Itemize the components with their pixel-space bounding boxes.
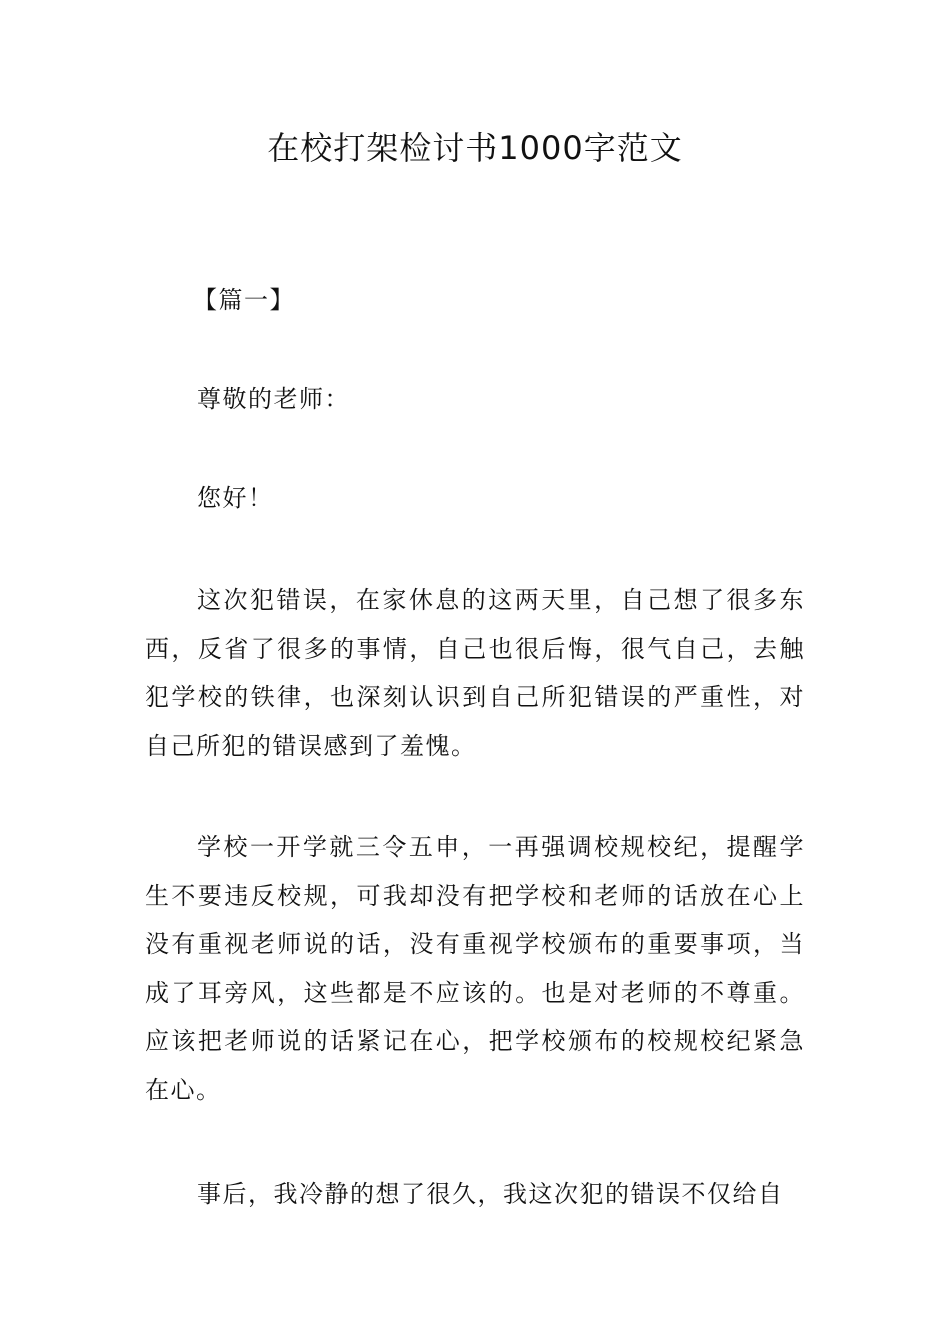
document-title: 在校打架检讨书1000字范文	[267, 129, 683, 167]
paragraph-1: 这次犯错误，在家休息的这两天里，自己想了很多东西，反省了很多的事情，自己也很后悔，很气自己，去触犯学校的铁律，也深刻认识到自己所犯错误的严重性，对自己所犯的错误感到了羞愧。	[145, 586, 805, 760]
section-label: 【篇一】	[193, 286, 295, 314]
paragraph-3: 事后，我冷静的想了很久，我这次犯的错误不仅给自	[197, 1180, 784, 1208]
paragraph-2: 学校一开学就三令五申，一再强调校规校纪，提醒学生不要违反校规，可我却没有把学校和老师的话放在心上没有重视老师说的话，没有重视学校颁布的重要事项，当成了耳旁风，这些都是不应该的。也是对老师的不尊重。应该把老师说的话紧记在心，把学校颁布的校规校纪紧急在心。	[145, 833, 805, 1104]
greeting: 您好！	[197, 484, 274, 512]
salutation: 尊敬的老师：	[197, 385, 350, 413]
